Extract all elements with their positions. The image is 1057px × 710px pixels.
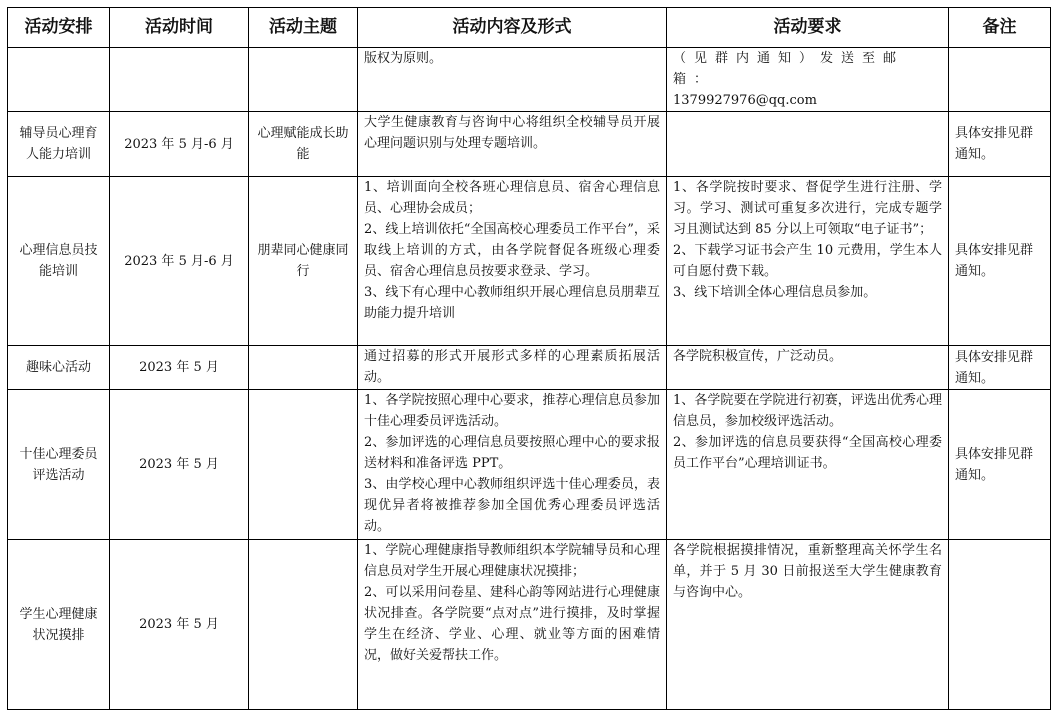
requirement-line: 1、各学院要在学院进行初赛，评选出优秀心理信息员，参加校级评选活动。	[673, 393, 942, 429]
cell-time: 2023 年 5 月	[110, 540, 249, 710]
cell-theme	[249, 346, 358, 390]
requirement-line: 3、线下培训全体心理信息员参加。	[673, 285, 877, 300]
cell-arrangement: 学生心理健康状况摸排	[8, 540, 110, 710]
content-line: 2、可以采用问卷星、建科心韵等网站进行心理健康状况排查。各学院要“点对点”进行摸排，及时掌握学生在经济、学业、心理、就业等方面的困难情况，做好关爱帮扶工作。	[364, 585, 660, 663]
table-row	[8, 112, 1051, 177]
cell-arrangement: 辅导员心理育人能力培训	[8, 112, 110, 177]
cell-arrangement: 心理信息员技能培训	[8, 177, 110, 346]
cell-content	[358, 177, 667, 346]
cell-theme: 朋辈同心健康同行	[249, 177, 358, 346]
cell-note	[949, 540, 1051, 710]
header-row	[8, 8, 1051, 48]
header-arrangement: 活动安排	[8, 8, 110, 48]
cell-theme	[249, 48, 358, 112]
cell-requirements	[667, 390, 949, 540]
cell-note: 具体安排见群通知。	[949, 177, 1051, 346]
email-address: 1379927976@qq.com	[673, 93, 817, 108]
content-line: 通过招募的形式开展形式多样的心理素质拓展活动。	[364, 349, 660, 385]
activity-schedule-table	[7, 7, 1051, 710]
content-line: 3、由学校心理中心教师组织评选十佳心理委员，表现优异者将被推荐参加全国优秀心理委员评选活动。	[364, 477, 660, 534]
table-row	[8, 48, 1051, 112]
cell-requirements	[667, 112, 949, 177]
cell-requirements	[667, 540, 949, 710]
table-row	[8, 390, 1051, 540]
cell-theme: 心理赋能成长助能	[249, 112, 358, 177]
content-line: 版权为原则。	[364, 51, 443, 66]
cell-note: 具体安排见群通知。	[949, 390, 1051, 540]
content-line: 2、线上培训依托“全国高校心理委员工作平台”，采取线上培训的方式，由各学院督促各班级心理委员、宿舍心理信息员按要求登录、学习。	[364, 222, 660, 279]
cell-requirements	[667, 48, 949, 112]
cell-time: 2023 年 5 月	[110, 346, 249, 390]
cell-content	[358, 48, 667, 112]
cell-content	[358, 390, 667, 540]
cell-content	[358, 540, 667, 710]
table-row	[8, 346, 1051, 390]
cell-time: 2023 年 5 月-6 月	[110, 112, 249, 177]
cell-time: 2023 年 5 月	[110, 390, 249, 540]
cell-content	[358, 112, 667, 177]
cell-content	[358, 346, 667, 390]
content-line: 大学生健康教育与咨询中心将组织全校辅导员开展心理问题识别与处理专题培训。	[364, 115, 660, 151]
header-note: 备注	[949, 8, 1051, 48]
cell-theme	[249, 540, 358, 710]
cell-note	[949, 48, 1051, 112]
table-row	[8, 540, 1051, 710]
cell-arrangement: 趣味心活动	[8, 346, 110, 390]
table-row	[8, 177, 1051, 346]
cell-arrangement: 十佳心理委员评选活动	[8, 390, 110, 540]
cell-theme	[249, 390, 358, 540]
requirement-line: （见群内通知）发送至邮箱：	[673, 51, 905, 87]
header-requirements: 活动要求	[667, 8, 949, 48]
requirement-line: 2、下载学习证书会产生 10 元费用，学生本人可自愿付费下载。	[673, 243, 942, 279]
cell-arrangement	[8, 48, 110, 112]
content-line: 1、各学院按照心理中心要求，推荐心理信息员参加十佳心理委员评选活动。	[364, 393, 660, 429]
header-time: 活动时间	[110, 8, 249, 48]
requirement-line: 各学院根据摸排情况，重新整理高关怀学生名单，并于 5 月 30 日前报送至大学生健康教育与咨询中心。	[673, 543, 942, 600]
cell-requirements	[667, 177, 949, 346]
requirement-line: 1、各学院按时要求、督促学生进行注册、学习。学习、测试可重复多次进行，完成专题学习且测试达到 85 分以上可领取“电子证书”；	[673, 180, 942, 237]
header-theme: 活动主题	[249, 8, 358, 48]
content-line: 1、培训面向全校各班心理信息员、宿舍心理信息员、心理协会成员；	[364, 180, 660, 216]
content-line: 3、线下有心理中心教师组织开展心理信息员朋辈互助能力提升培训	[364, 285, 660, 321]
requirement-line: 各学院积极宣传，广泛动员。	[673, 349, 843, 364]
cell-requirements	[667, 346, 949, 390]
content-line: 2、参加评选的心理信息员要按照心理中心的要求报送材料和准备评选 PPT。	[364, 435, 660, 471]
cell-note: 具体安排见群通知。	[949, 346, 1051, 390]
requirement-line: 2、参加评选的信息员要获得“全国高校心理委员工作平台”心理培训证书。	[673, 435, 942, 471]
cell-time	[110, 48, 249, 112]
header-content: 活动内容及形式	[358, 8, 667, 48]
content-line: 1、学院心理健康指导教师组织本学院辅导员和心理信息员对学生开展心理健康状况摸排；	[364, 543, 660, 579]
cell-note: 具体安排见群通知。	[949, 112, 1051, 177]
cell-time: 2023 年 5 月-6 月	[110, 177, 249, 346]
